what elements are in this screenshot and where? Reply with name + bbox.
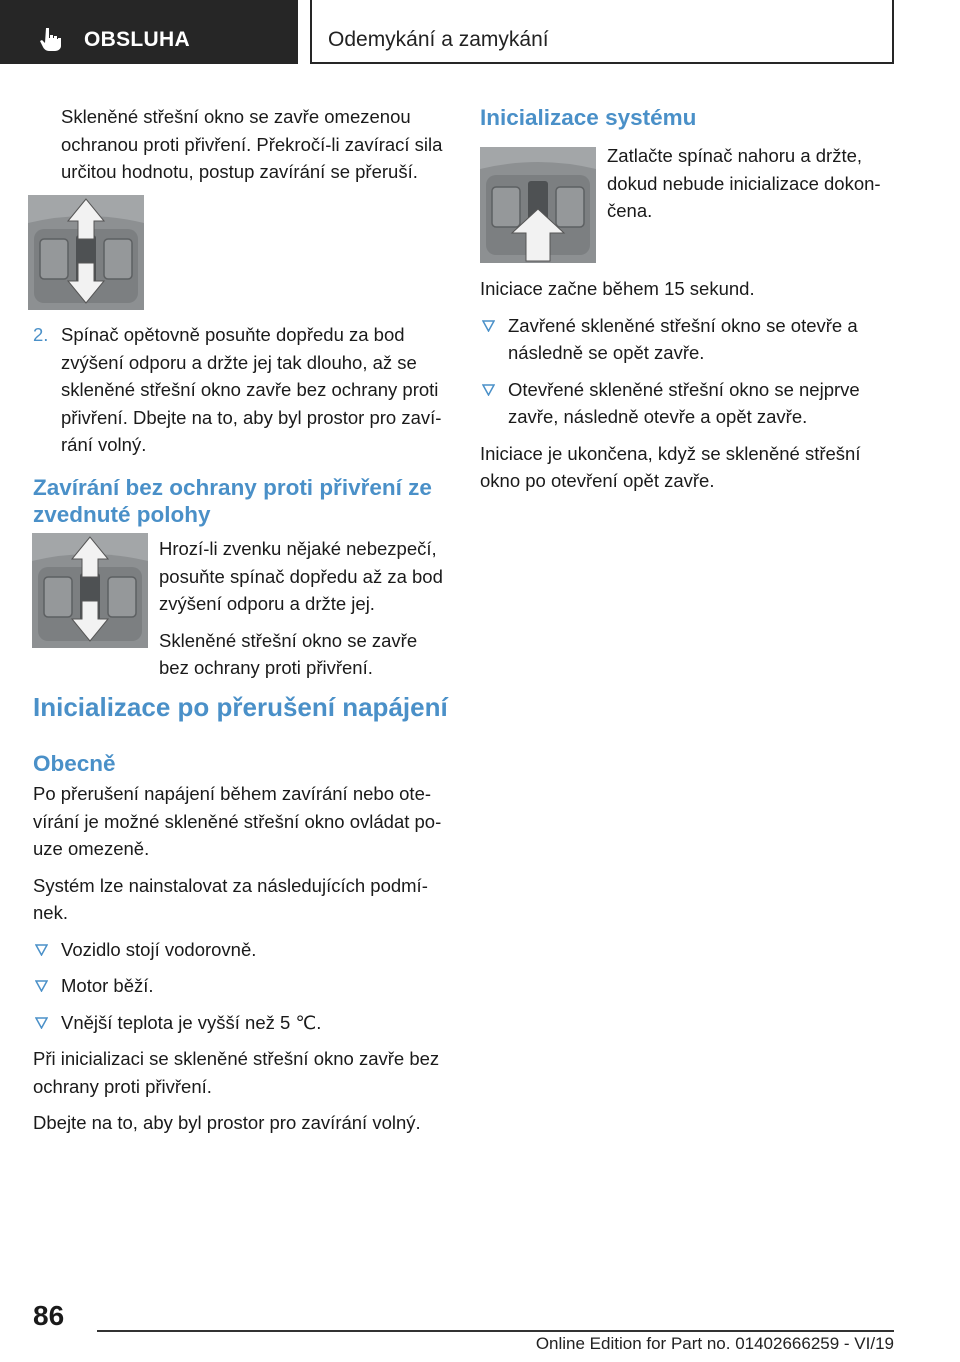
init-fig-paragraph: Zatlačte spínač nahoru a držte, dokud nebude inicializace dokon‐čena. (607, 145, 881, 221)
zav-text-block (159, 535, 451, 691)
subheading-obecne: Obecně (33, 751, 116, 776)
end-paragraph-2: Dbejte na to, aby byl prostor pro zavírání volný. (33, 1112, 421, 1133)
switch-figure-up-arrow (480, 147, 596, 263)
list-item (33, 972, 453, 1000)
roof-switch-illustration (28, 195, 144, 310)
list-item (33, 936, 453, 964)
roof-switch-illustration (32, 533, 148, 648)
step-2 (33, 321, 449, 459)
list-item (480, 312, 896, 367)
list-item-text: Zavřené skleněné střešní okno se otevře a následně se opět zavře. (508, 314, 858, 363)
section-tab (0, 0, 298, 64)
hand-pointer-icon (38, 26, 64, 52)
list-item-text: Vnější teplota je vyšší než 5 ℃. (61, 1011, 322, 1033)
zav-heading-block (33, 474, 453, 528)
end-paragraph-1: Při inicializaci se skleněné střešní okno zavře bez ochrany proti přivření. (33, 1048, 440, 1097)
left-column-top (33, 103, 449, 195)
step-number: 2. (33, 324, 49, 345)
list-item (480, 376, 896, 431)
edition-note: Online Edition for Part no. 01402666259 - VI/19 (535, 1334, 894, 1353)
init-paragraph-1: Iniciace začne během 15 sekund. (480, 278, 755, 299)
list-item-text: Motor běží. (61, 975, 154, 996)
list-item (33, 1009, 453, 1037)
footer-divider (97, 1330, 894, 1332)
section-heading-inicializace-systemu: Inicializace systému (480, 105, 697, 130)
intro-paragraph: Skleněné střešní okno se zavře omezenou ochranou proti přivření. Překročí-li zavírací sila určitou hodnotu, postup zavírání se přeruší. (61, 106, 443, 182)
left-column-init (33, 692, 453, 1146)
triangle-bullet-icon (482, 320, 495, 332)
switch-figure-zavirani (32, 533, 148, 648)
triangle-bullet-icon (35, 1017, 48, 1029)
obecne-paragraph-1: Po přerušení napájení během zavírání nebo ote‐vírání je možné skleněné střešní okno ovládat po‐uze omezeně. (33, 783, 442, 859)
roof-switch-illustration (480, 147, 596, 263)
list-item-text: Otevřené skleněné střešní okno se nejprve zavře, následně otevře a opět zavře. (508, 378, 860, 427)
right-column-body (480, 275, 896, 504)
triangle-bullet-icon (482, 384, 495, 396)
zav-paragraph-2: Skleněné střešní okno se zavře bez ochrany proti přivření. (159, 629, 418, 678)
step-2-text: Spínač opětovně posuňte dopředu za bod zvýšení odporu a držte jej tak dlouho, až se skleněné střešní okno zavře bez ochrany proti přivření. Dbejte na to, aby byl prostor pro zaví‐rání volný. (61, 324, 442, 455)
chapter-title: Odemykání a zamykání (328, 28, 549, 51)
obecne-paragraph-2: Systém lze nainstalovat za následujících podmí‐nek. (33, 874, 428, 923)
section-title: OBSLUHA (84, 28, 190, 51)
triangle-bullet-icon (35, 944, 48, 956)
triangle-bullet-icon (35, 980, 48, 992)
page-header (0, 0, 960, 66)
section-heading-zavirani: Zavírání bez ochrany proti přivření ze zvednuté polohy (33, 475, 432, 527)
switch-figure-both-arrows (28, 195, 144, 310)
section-heading-inicializace: Inicializace po přerušení napájení (33, 692, 448, 722)
init-fig-text-block (607, 142, 899, 234)
left-column-step2 (33, 321, 449, 459)
init-paragraph-2: Iniciace je ukončena, když se skleněné střešní okno po otevření opět zavře. (480, 442, 861, 491)
page-number: 86 (33, 1300, 65, 1331)
right-heading-block (480, 104, 900, 131)
zav-paragraph-1: Hrozí-li zvenku nějaké nebezpečí, posuňte spínač dopředu až za bod zvýšení odporu a držte jej. (159, 538, 443, 614)
chapter-tab (310, 0, 894, 64)
list-item-text: Vozidlo stojí vodorovně. (61, 938, 257, 960)
